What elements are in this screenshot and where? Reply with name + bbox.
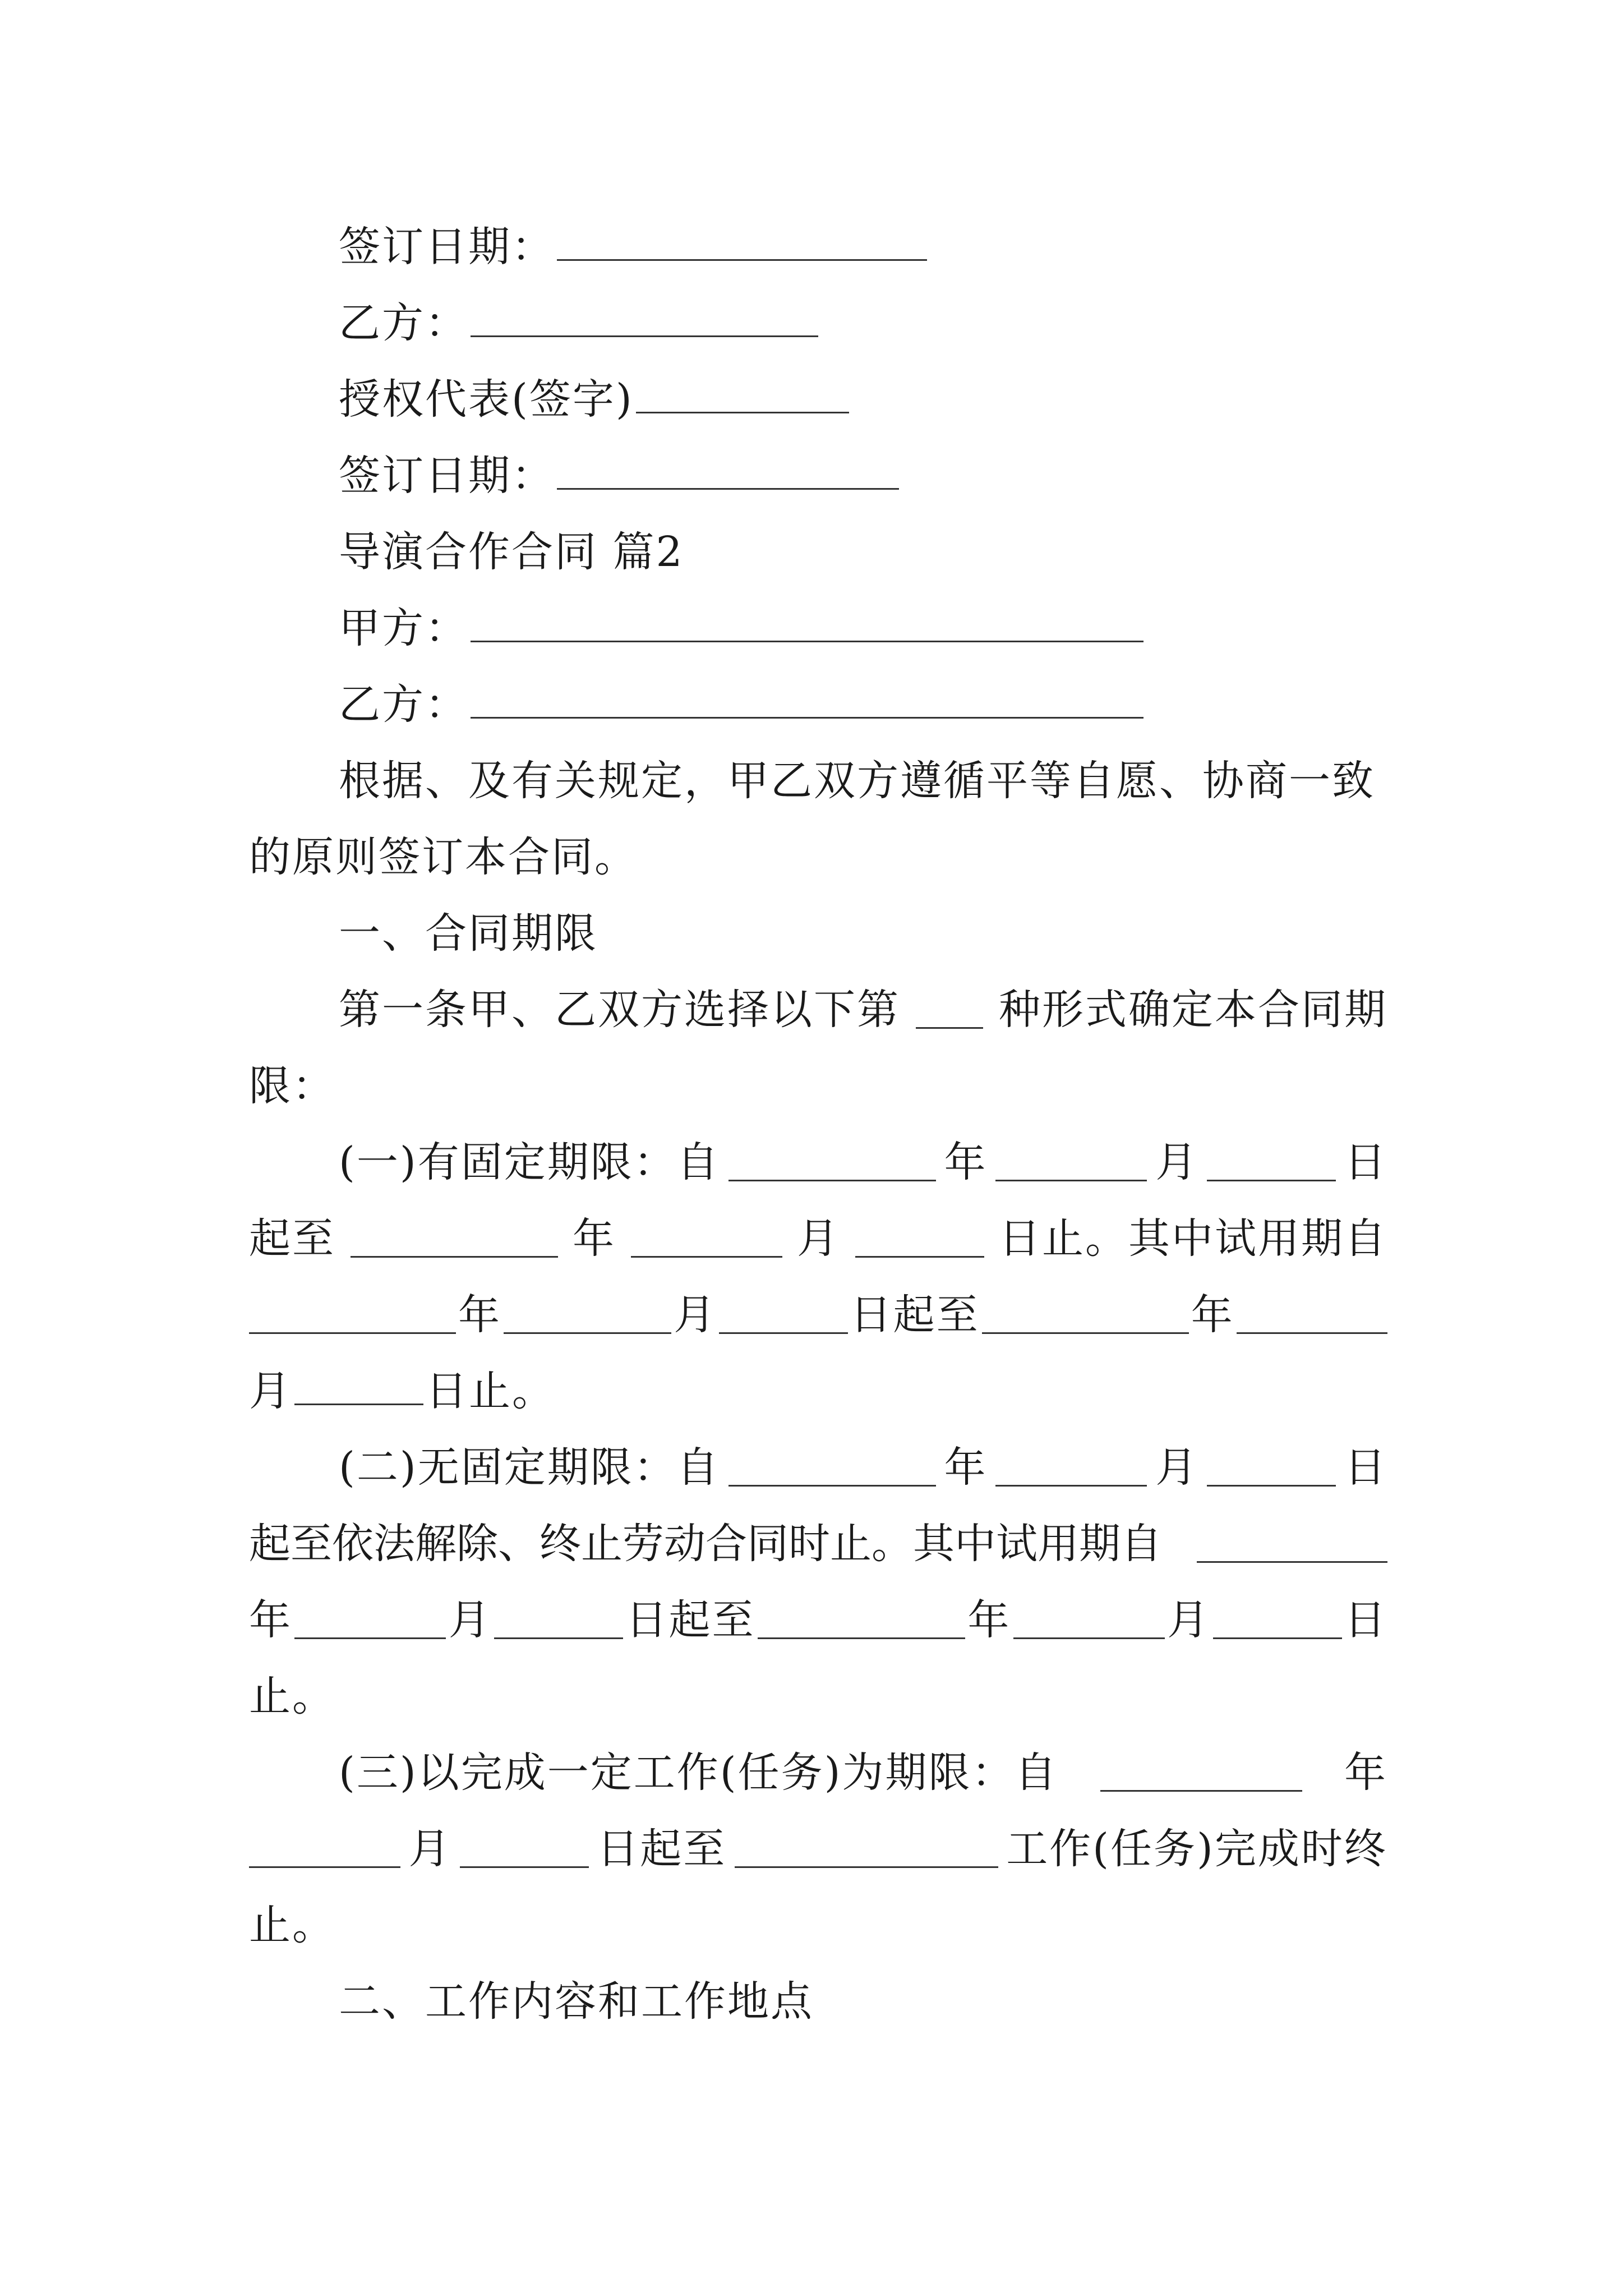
- day-end-label: 日止。: [426, 1367, 555, 1415]
- day-label: 日: [1344, 1596, 1387, 1644]
- probation-end-day-blank: [294, 1368, 423, 1405]
- signing-date-line: [249, 209, 1387, 285]
- task-term-end-text: 止。: [249, 1901, 335, 1949]
- fixed-term-label: (一)有固定期限：自: [339, 1138, 720, 1186]
- task-term-start-year-blank: [1100, 1754, 1302, 1792]
- open-probation-end-day-blank: [1213, 1602, 1342, 1639]
- party-b-line-2: [249, 666, 1387, 743]
- task-term-end-blank: [735, 1830, 998, 1868]
- party-b-blank-2: [471, 681, 1144, 719]
- article-1-line-2: [249, 1048, 1387, 1124]
- probation-end-month-blank: [1237, 1296, 1387, 1334]
- article-1-text-c: 限：: [249, 1062, 335, 1110]
- fixed-term-line-2: [249, 1200, 1387, 1277]
- authorized-rep-line: [249, 361, 1387, 438]
- fixed-term-start-day-blank: [1207, 1144, 1336, 1181]
- preamble-line-1: [249, 743, 1387, 819]
- signing-date-blank-2: [557, 452, 899, 490]
- month-label: 月: [249, 1367, 292, 1415]
- open-term-line-2: [249, 1506, 1387, 1582]
- article-1-text-b: 种形式确定本合同期: [999, 986, 1387, 1034]
- party-a-blank: [471, 605, 1144, 642]
- task-term-line-3: [249, 1887, 1387, 1963]
- open-term-start-month-blank: [995, 1449, 1147, 1487]
- probation-start-month-blank: [504, 1296, 671, 1334]
- task-term-start-month-blank: [249, 1830, 400, 1868]
- contract-title: [249, 514, 1387, 590]
- open-probation-start-day-blank: [494, 1602, 623, 1639]
- preamble-line-2: [249, 819, 1387, 895]
- fixed-term-end-day-blank: [855, 1220, 984, 1258]
- article-1-line-1: [249, 972, 1387, 1048]
- open-probation-start-month-blank: [294, 1602, 446, 1639]
- party-a-line: [249, 590, 1387, 666]
- task-term-start-day-blank: [460, 1830, 589, 1868]
- month-label: 月: [1155, 1138, 1199, 1186]
- section-1-heading-text: 一、合同期限: [339, 909, 598, 958]
- month-label: 月: [1155, 1443, 1199, 1492]
- month-label: 月: [408, 1825, 452, 1873]
- fixed-term-line-4: [249, 1353, 1387, 1429]
- probation-start-year-blank: [249, 1296, 456, 1334]
- fixed-term-end-year-blank: [351, 1220, 558, 1258]
- open-term-line-3: [249, 1582, 1387, 1658]
- day-label: 日: [1344, 1138, 1387, 1186]
- task-term-label: (三)以完成一定工作(任务)为期限：自: [339, 1749, 1058, 1797]
- task-term-line-2: [249, 1811, 1387, 1887]
- year-label: 年: [249, 1596, 292, 1644]
- signing-date-label-2: 签订日期：: [339, 452, 555, 500]
- contract-title-text: 导演合作合同 篇2: [339, 528, 684, 576]
- signing-date-blank: [557, 223, 927, 261]
- start-until-label: 日起至: [625, 1596, 755, 1644]
- open-term-text: 起至依法解除、终止劳动合同时止。其中试用期自: [249, 1520, 1162, 1568]
- start-until-label: 日起至: [850, 1291, 980, 1339]
- year-label: 年: [458, 1291, 502, 1339]
- authorized-rep-blank: [636, 376, 849, 413]
- open-term-start-day-blank: [1207, 1449, 1336, 1487]
- section-2-heading: [249, 1963, 1387, 2040]
- year-label: 年: [1191, 1291, 1234, 1339]
- fixed-term-start-year-blank: [728, 1144, 936, 1181]
- open-probation-end-year-blank: [758, 1602, 965, 1639]
- authorized-rep-label: 授权代表(签字): [339, 375, 634, 424]
- open-term-line-1: [249, 1429, 1387, 1506]
- open-probation-end-month-blank: [1013, 1602, 1165, 1639]
- year-label: 年: [1344, 1749, 1387, 1797]
- month-label: 月: [797, 1214, 840, 1263]
- probation-end-year-blank: [982, 1296, 1189, 1334]
- month-label: 月: [674, 1291, 717, 1339]
- section-1-heading: [249, 895, 1387, 972]
- task-term-line-1: [249, 1734, 1387, 1811]
- until-label: 起至: [249, 1214, 335, 1263]
- year-label: 年: [967, 1596, 1011, 1644]
- open-term-start-year-blank: [728, 1449, 936, 1487]
- preamble-text-1: 根据、及有关规定，甲乙双方遵循平等自愿、协商一致: [339, 757, 1375, 805]
- party-b-blank: [471, 300, 818, 337]
- start-until-label: 日起至: [597, 1825, 727, 1873]
- fixed-term-start-month-blank: [995, 1144, 1147, 1181]
- form-number-blank: [916, 991, 983, 1029]
- year-label: 年: [573, 1214, 616, 1263]
- probation-label: 日止。其中试用期自: [999, 1214, 1387, 1263]
- article-1-text-a: 第一条甲、乙双方选择以下第: [339, 986, 900, 1034]
- open-probation-start-year-blank: [1197, 1525, 1387, 1563]
- preamble-text-2: 的原则签订本合同。: [249, 833, 638, 881]
- month-label: 月: [448, 1596, 492, 1644]
- open-term-label: (二)无固定期限：自: [339, 1443, 720, 1492]
- fixed-term-line-3: [249, 1277, 1387, 1353]
- party-b-label: 乙方：: [339, 299, 468, 347]
- fixed-term-end-month-blank: [631, 1220, 782, 1258]
- task-complete-text: 工作(任务)完成时终: [1006, 1825, 1387, 1873]
- probation-start-day-blank: [719, 1296, 847, 1334]
- section-2-heading-text: 二、工作内容和工作地点: [339, 1977, 814, 2026]
- open-term-line-4: [249, 1658, 1387, 1734]
- party-b-line: [249, 285, 1387, 361]
- party-b-label-2: 乙方：: [339, 680, 468, 729]
- fixed-term-line-1: [249, 1124, 1387, 1200]
- open-term-end-text: 止。: [249, 1672, 335, 1720]
- year-label: 年: [944, 1138, 988, 1186]
- signing-date-label: 签订日期：: [339, 223, 555, 271]
- party-a-label: 甲方：: [339, 604, 468, 652]
- day-label: 日: [1344, 1443, 1387, 1492]
- signing-date-line-2: [249, 438, 1387, 514]
- month-label: 月: [1167, 1596, 1211, 1644]
- year-label: 年: [944, 1443, 988, 1492]
